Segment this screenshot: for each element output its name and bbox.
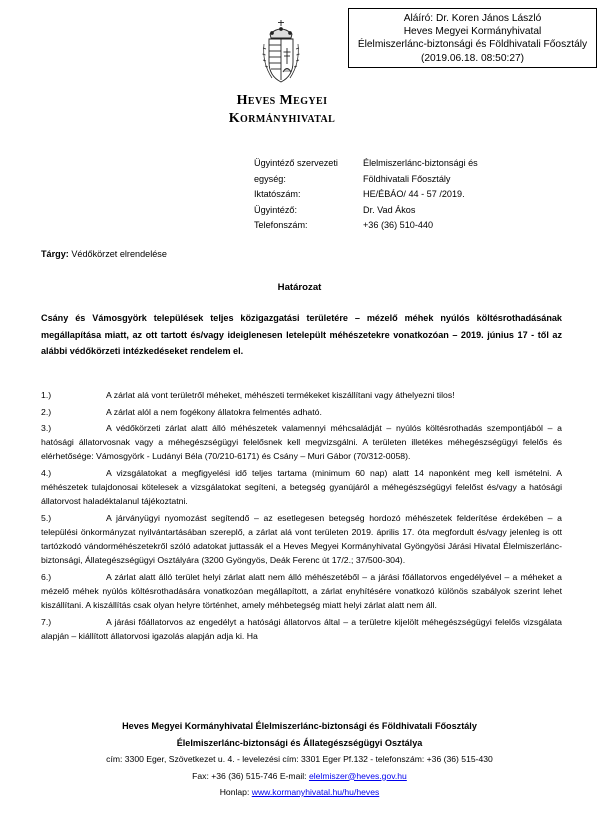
footer-section: Élelmiszerlánc-biztonsági és Állategészségügyi Osztálya [176, 737, 423, 748]
footer-website-link[interactable]: www.kormanyhivatal.hu/hu/heves [251, 787, 380, 797]
item-text: A védőkörzeti zárlat alatt álló méhészetek valamennyi méhcsaládját – nyúlós költésrothadás szempontjából – a hatósági állatorvosnak vagy a méhegészségügyi felelősnek kell megvizsgálni. A területen illetékes méhegészségügyi felelős és elérhetősége: Vámosgyörk - Ludányi Béla (70/210-6171) és Csány – Muri Gábor (70/312-0058). [41, 423, 562, 462]
item-number: 3.) [41, 423, 52, 433]
item-number: 4.) [41, 467, 52, 478]
subject-value: Védőkörzet elrendelése [71, 249, 167, 259]
decision-items [41, 388, 562, 646]
footer-website [0, 784, 599, 801]
unit-value: Élelmiszerlánc-biztonsági és [363, 158, 478, 168]
officer-label: Ügyintéző: [254, 204, 297, 215]
signature-timestamp: (2019.06.18. 08:50:27) [420, 52, 525, 64]
footer-email-link[interactable]: elelmiszer@heves.gov.hu [308, 770, 407, 781]
item-number: 2.) [41, 406, 52, 417]
item-text: A zárlat alatt álló terület helyi zárlat alatt nem álló méhészetéből – a járási főállatorvos engedélyével – a méheket a mézelő méhek nyúlós költésrothadására vonatkozóan megállapított, a zárlat enyhítésére vonatkozó különös szabályok szerint lehet kiszállítani. A kiszállítás csak olyan helyre történhet, amely méhbetegség miatt helyi zárlat alatt nem áll. [41, 571, 562, 611]
footer-web-label: Honlap: [219, 787, 250, 797]
decision-item [41, 511, 562, 568]
decision-item [41, 405, 562, 419]
decision-heading: Határozat [277, 282, 322, 293]
item-text: A járványügyi nyomozást segítendő – az esetlegesen betegség hordozó méhészetek felderítése érdekében – a települési önkormányzat nyilvántartásában szereplő, a zárlat alá vont területen 2019. április 17. óta megfordult és/vagy jelenleg is ott tartózkodó vándorméhészetekről szóló adatokat juttassák el a Heves Megyei Kormányhivatal Gyöngyösi Járási Hivatal Élelmiszerlánc-biztonsági, Állategészségügyi Osztályára (3200 Gyöngyös, Deák Ferenc út 17/2.; 37/500-304). [41, 512, 562, 566]
subject-label: Tárgy: [41, 249, 69, 259]
officer-value: Dr. Vad Ákos [363, 204, 416, 215]
footer-address: cím: 3300 Eger, Szövetkezet u. 4. - levelezési cím: 3301 Eger Pf.132 - telefonszám: +36 (36) 515-430 [106, 754, 493, 764]
item-number: 7.) [41, 616, 52, 627]
decision-item [41, 421, 562, 464]
phone-value: +36 (36) 510-440 [363, 220, 434, 230]
digital-signature-box [348, 8, 597, 68]
item-text: A zárlat alól a nem fogékony állatokra felmentés adható. [106, 406, 322, 417]
coat-of-arms-icon [258, 18, 304, 88]
item-text: A járási főállatorvos az engedélyt a hatósági állatorvos által – a területre kijelölt méhegészségügyi felelős vizsgálata alapján – kiállított állatorvosi igazolás alapján adja ki. Ha [41, 616, 562, 642]
decision-item [41, 615, 562, 643]
decision-intro: Csány és Vámosgyörk települések teljes közigazgatási területére – mézelő méhek nyúlós költésrothadásának megállapítása miatt, az ott tartott és/vagy ideiglenesen letelepült méhészetekre vonatkozóan – 2019. június 17 - től az alábbi védőkörzeti intézkedéseket rendelem el. [41, 313, 562, 356]
signer-name: Aláíró: Dr. Koren János László [403, 13, 542, 24]
item-number: 5.) [41, 512, 52, 523]
subject-line [41, 249, 167, 259]
org-name-line-1: Heves Megyei [236, 93, 328, 108]
footer-fax: Fax: +36 (36) 515-746 E-mail: [192, 770, 307, 781]
unit-label-2: egység: [254, 173, 286, 184]
decision-item [41, 388, 562, 402]
item-number: 6.) [41, 571, 52, 582]
unit-label: Ügyintéző szervezeti [254, 158, 338, 168]
file-number-value: HE/ÉBÁO/ 44 - 57 /2019. [363, 189, 465, 199]
item-text: A zárlat alá vont területről méheket, méhészeti termékeket kiszállítani vagy áthelyezni tilos! [106, 390, 455, 400]
page-footer [0, 718, 599, 801]
unit-value-2: Földhivatali Főosztály [363, 173, 451, 184]
file-number-label: Iktatószám: [254, 189, 301, 199]
footer-department: Heves Megyei Kormányhivatal Élelmiszerlánc-biztonsági és Földhivatali Főosztály [122, 721, 477, 731]
signer-department: Élelmiszerlánc-biztonsági és Földhivatali Főosztály [357, 39, 588, 51]
footer-contact [0, 768, 599, 785]
org-name-line-2: Kormányhivatal [228, 111, 336, 126]
decision-item [41, 466, 562, 509]
decision-item [41, 570, 562, 613]
phone-label: Telefonszám: [254, 220, 308, 230]
item-text: A vizsgálatokat a megfigyelési idő teljes tartama (minimum 60 nap) alatt 14 naponként meg kell ismételni. A méhészetek tulajdonosai kötelesek a vizsgálatokat segíteni, a betegség gyanújáról a méhegészségügyi felelőst és/vagy a hatósági állatorvost haladéktalanul tájékoztatni. [41, 467, 562, 507]
signer-office: Heves Megyei Kormányhivatal [403, 26, 542, 38]
item-number: 1.) [41, 390, 52, 400]
